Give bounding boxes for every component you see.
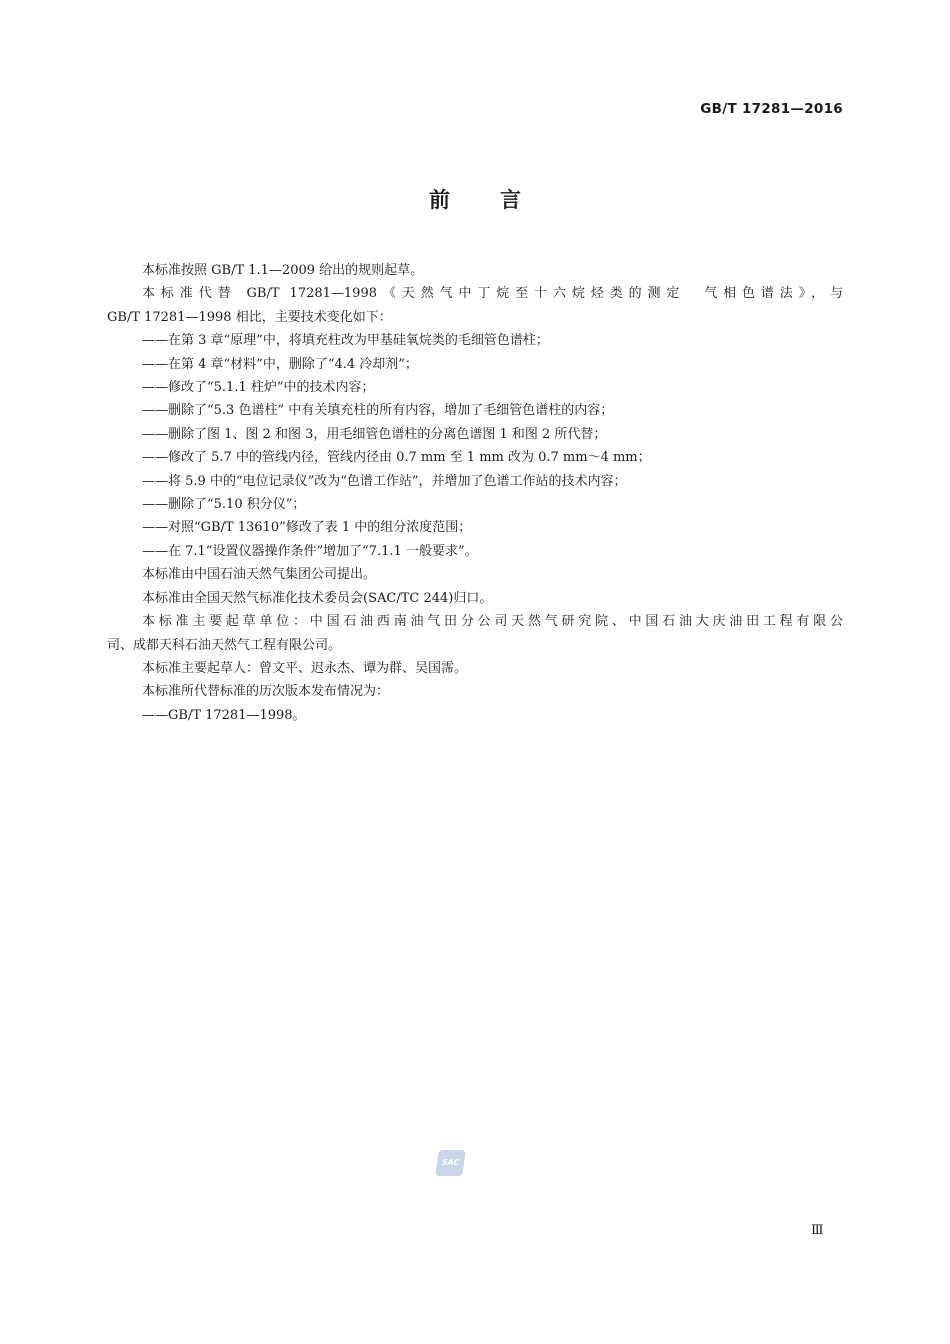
paragraph-committee: 本标准由全国天然气标准化技术委员会(SAC/TC 244)归口。 — [142, 590, 493, 606]
page-number: Ⅲ — [811, 1223, 824, 1238]
change-item: ——将 5.9 中的“电位记录仪”改为“色谱工作站”，并增加了色谱工作站的技术内容； — [142, 473, 627, 489]
sac-logo-text: SAC — [441, 1158, 460, 1167]
history-item: ——GB/T 17281—1998。 — [142, 707, 306, 723]
change-item: ——在 7.1“设置仪器操作条件”增加了“7.1.1 一般要求”。 — [142, 543, 478, 559]
paragraph-drafting-rules: 本标准按照 GB/T 1.1—2009 给出的规则起草。 — [142, 263, 424, 278]
paragraph-history-intro: 本标准所代替标准的历次版本发布情况为： — [142, 684, 390, 700]
paragraph-proposer: 本标准由中国石油天然气集团公司提出。 — [142, 567, 377, 583]
change-item: ——删除了图 1、图 2 和图 3，用毛细管色谱柱的分离色谱图 1 和图 2 所代替； — [142, 426, 607, 442]
change-item: ——删除了“5.3 色谱柱” 中有关填充柱的所有内容，增加了毛细管色谱柱的内容； — [142, 403, 614, 419]
paragraph-replaces-line2: GB/T 17281—1998 相比，主要技术变化如下： — [107, 309, 392, 325]
paragraph-drafters: 本标准主要起草人：曾文平、迟永杰、谭为群、吴国霈。 — [142, 660, 468, 676]
change-item: ——在第 3 章“原理”中，将填充柱改为甲基硅氧烷类的毛细管色谱柱； — [142, 333, 549, 349]
change-item: ——删除了“5.10 积分仪”； — [142, 497, 306, 513]
page-title: 前言 — [429, 188, 571, 212]
paragraph-drafting-units-line2: 司、成都天科石油天然气工程有限公司。 — [107, 637, 342, 653]
foreword-body — [107, 259, 843, 727]
paragraph-drafting-units-line1: 本标准主要起草单位：中国石油西南油气田分公司天然气研究院、中国石油大庆油田工程有限公 — [142, 614, 843, 630]
change-item: ——修改了 5.7 中的管线内径，管线内径由 0.7 mm 至 1 mm 改为 0.7 mm～4 mm； — [142, 450, 651, 466]
change-item: ——在第 4 章“材料”中，删除了“4.4 冷却剂”； — [142, 356, 418, 372]
change-item: ——对照“GB/T 13610”修改了表 1 中的组分浓度范围； — [142, 520, 472, 536]
change-item: ——修改了“5.1.1 柱炉”中的技术内容； — [142, 380, 375, 396]
paragraph-replaces-line1: 本标准代替 GB/T 17281—1998《天然气中丁烷至十六烷烃类的测定 气相色谱法》，与 — [142, 286, 843, 302]
sac-logo-watermark — [435, 1150, 466, 1176]
standard-code: GB/T 17281—2016 — [700, 101, 843, 117]
